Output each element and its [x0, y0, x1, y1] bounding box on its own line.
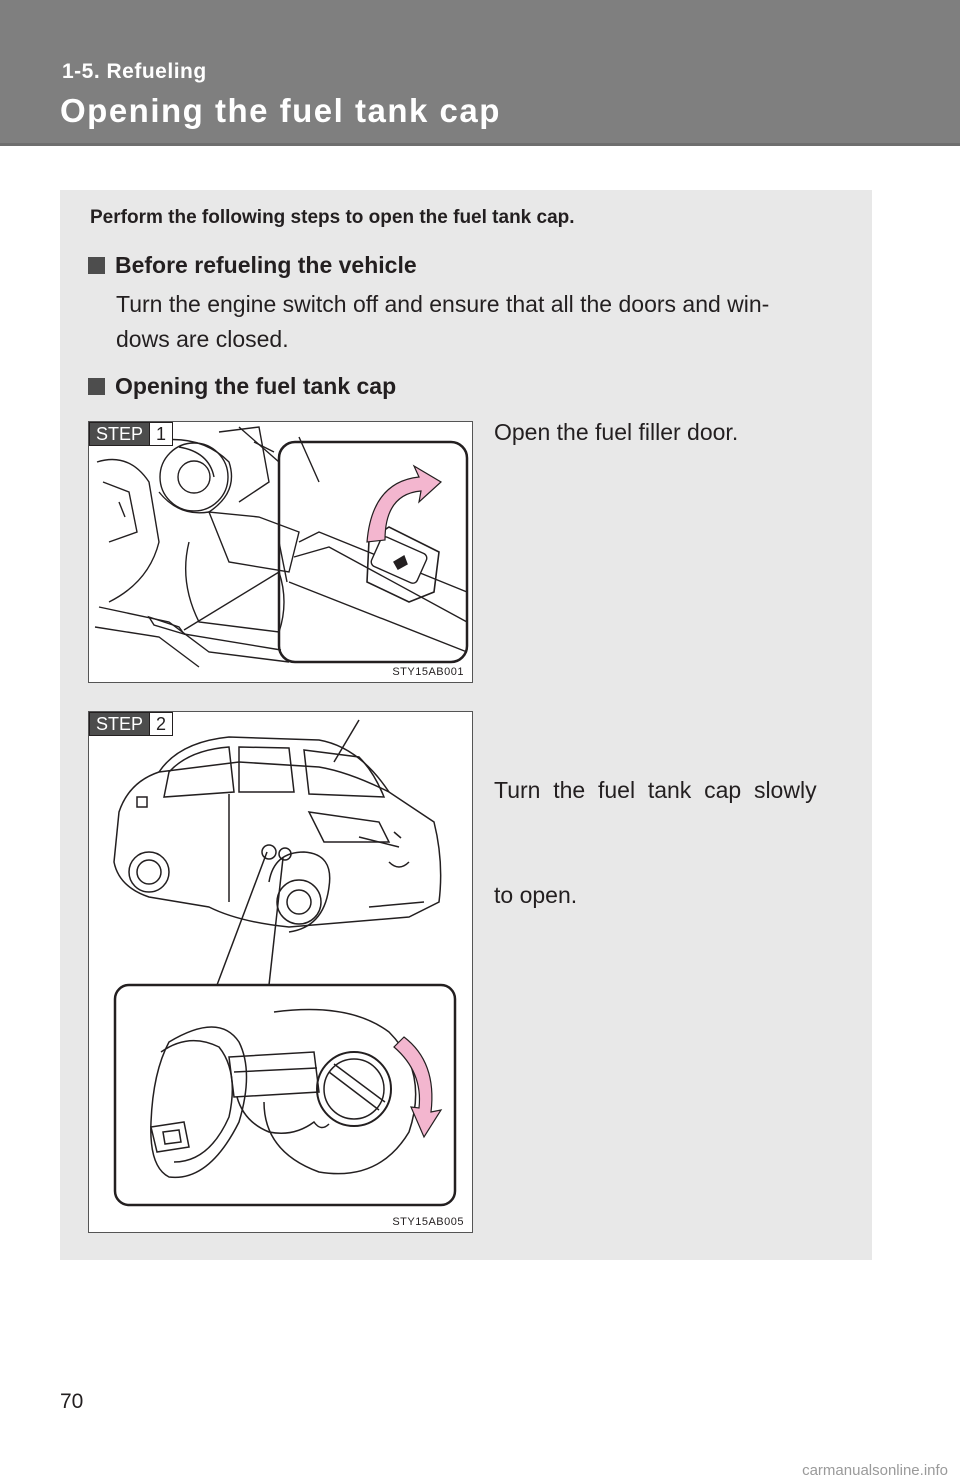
step1-illustration: [88, 421, 473, 683]
before-refueling-text: [116, 287, 769, 357]
header-divider: [0, 143, 960, 146]
figure-code: STY15AB001: [392, 666, 464, 678]
step-number: 1: [149, 423, 172, 445]
page-title: Opening the fuel tank cap: [60, 92, 501, 129]
page-number: 70: [60, 1390, 84, 1413]
step1-text: Open the fuel filler door.: [494, 419, 739, 445]
car-fuel-cap-drawing: [89, 712, 474, 1234]
figure-code: STY15AB005: [392, 1216, 464, 1228]
step-number: 2: [149, 713, 172, 735]
step-word: STEP: [90, 713, 149, 735]
subheading-before-refueling: [88, 252, 417, 279]
watermark: carmanualsonline.info: [802, 1462, 948, 1479]
subheading-label: Opening the fuel tank cap: [115, 373, 397, 399]
square-bullet-icon: [88, 257, 105, 274]
step-word: STEP: [90, 423, 149, 445]
text-line: to open.: [494, 882, 578, 908]
driver-footwell-drawing: [89, 422, 474, 684]
square-bullet-icon: [88, 378, 105, 395]
step-badge: [89, 712, 173, 736]
subheading-label: Before refueling the vehicle: [115, 252, 417, 278]
intro-text: Perform the following steps to open the fuel tank cap.: [90, 207, 575, 228]
text-line: Turn the fuel tank cap slowly: [494, 777, 817, 803]
step2-text: [494, 703, 817, 948]
subheading-opening-cap: [88, 373, 396, 400]
step2-illustration: [88, 711, 473, 1233]
step-badge: [89, 422, 173, 446]
text-line: Turn the engine switch off and ensure that all the doors and win-: [116, 291, 770, 317]
text-line: dows are closed.: [116, 326, 289, 352]
section-label: 1-5. Refueling: [62, 60, 207, 83]
